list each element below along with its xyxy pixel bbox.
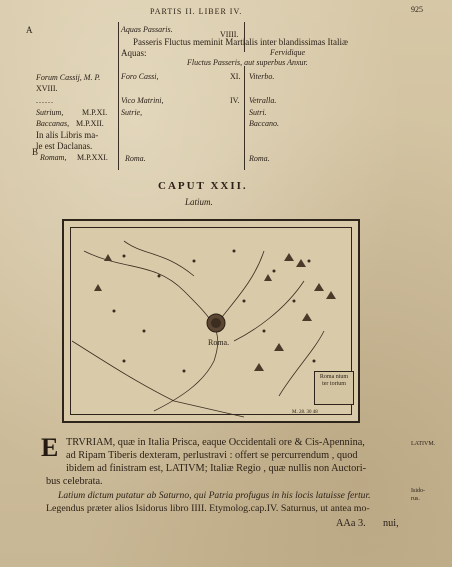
map-river-aniene <box>234 281 304 341</box>
right-entry-viterbo: Viterbo. <box>249 72 275 81</box>
column-rule-right <box>244 66 245 170</box>
column-rule-left <box>118 22 119 170</box>
margin-note-rus: rus. <box>411 496 420 502</box>
mid-entry-iv: IV. <box>230 96 240 105</box>
quote-line-1: Passeris Fluctus meminit Martialis inter blandissimas Italiæ <box>133 37 348 47</box>
mid-entry-roma: Roma. <box>125 154 146 163</box>
map-coastline <box>72 341 244 417</box>
quote-line-2: Fluctus Passeris, aut superbus Anxur. <box>187 58 308 67</box>
quote-fervidique: Fervidique <box>270 48 306 57</box>
left-entry-sutrium-mp: M.P.XI. <box>82 108 108 117</box>
margin-note-latium: LATIVM. <box>411 441 436 447</box>
left-entry-sutrium: Sutrium, <box>36 108 64 117</box>
latium-map <box>62 219 360 423</box>
body-line-3: ibidem ad finistram est, LATIVM; Italiæ Regio , quæ nullis non Auctori- <box>66 463 367 474</box>
map-scale: M. 28. 30 48 <box>292 410 318 415</box>
page-number: 925 <box>411 5 423 14</box>
chapter-heading: CAPUT XXII. <box>158 180 248 192</box>
mid-entry-foro-cassi: Foro Cassi, <box>121 72 159 81</box>
drop-cap: E <box>41 433 59 462</box>
left-entry-xviii: XVIII. <box>36 84 58 93</box>
body-line-4: bus celebrata. <box>46 476 103 487</box>
mid-entry-viiii: VIIII. <box>220 30 239 39</box>
catchword: nui, <box>383 518 399 529</box>
mid-entry-xi: XI. <box>230 72 241 81</box>
map-label-roma: Roma. <box>208 338 230 347</box>
right-entry-roma: Roma. <box>249 154 270 163</box>
right-entry-vetralla: Vetralla. <box>249 96 277 105</box>
mid-entry-vico-matrini: Vico Matrini, <box>121 96 164 105</box>
map-river-east <box>219 251 264 321</box>
right-entry-baccano: Baccano. <box>249 119 279 128</box>
section-marker-a: A <box>26 25 33 35</box>
left-note-line-2: le est Daclanas. <box>36 141 93 151</box>
mid-entry-sutrie: Sutrie, <box>121 108 143 117</box>
map-river-north <box>124 241 194 276</box>
body-line-5: Latium dictum putatur ab Saturno, qui Patria profugus in his locis latuisse fertur. <box>58 490 371 501</box>
left-entry-baccanas-mp: M.P.XII. <box>76 119 104 128</box>
map-mountains <box>94 253 336 371</box>
map-rome-city <box>207 314 225 332</box>
chapter-subheading: Latium. <box>185 197 213 207</box>
body-line-2: ad Ripam Tiberis dexteram, perlustravi : offert se percurrendum , quod <box>66 450 358 461</box>
mid-entry-aquas-passaris: Aquas Passaris. <box>121 25 173 34</box>
body-line-1: TRVRIAM, quæ in Italia Prisca, eaque Occidentali ore & Cis-Apennina, <box>66 437 365 448</box>
left-entry-romam: Romam, <box>40 153 67 162</box>
map-towns <box>113 250 316 373</box>
running-head: PARTIS II. LIBER IV. <box>150 7 243 16</box>
map-cartouche: Roma nium ter torium <box>314 371 354 405</box>
left-dots: ...... <box>36 96 54 105</box>
right-entry-sutri: Sutri. <box>249 108 267 117</box>
left-note-line-1: In alis Libris ma- <box>36 130 99 140</box>
quote-aquas: Aquas: <box>121 48 147 58</box>
margin-note-isido: Isido- <box>411 488 425 494</box>
map-river-tiber <box>84 251 218 361</box>
signature-mark: AAa 3. <box>336 518 366 529</box>
body-line-6: Legendus præter alios Isidorus libro IIII. Etymolog.cap.IV. Saturnus, ut antea mo- <box>46 503 370 514</box>
left-entry-forum-cassii: Forum Cassij, M. P. <box>36 73 101 82</box>
left-entry-baccanas: Baccanas, <box>36 119 70 128</box>
left-entry-romam-mp: M.P.XXI. <box>77 153 108 162</box>
section-marker-b: B <box>32 147 39 157</box>
